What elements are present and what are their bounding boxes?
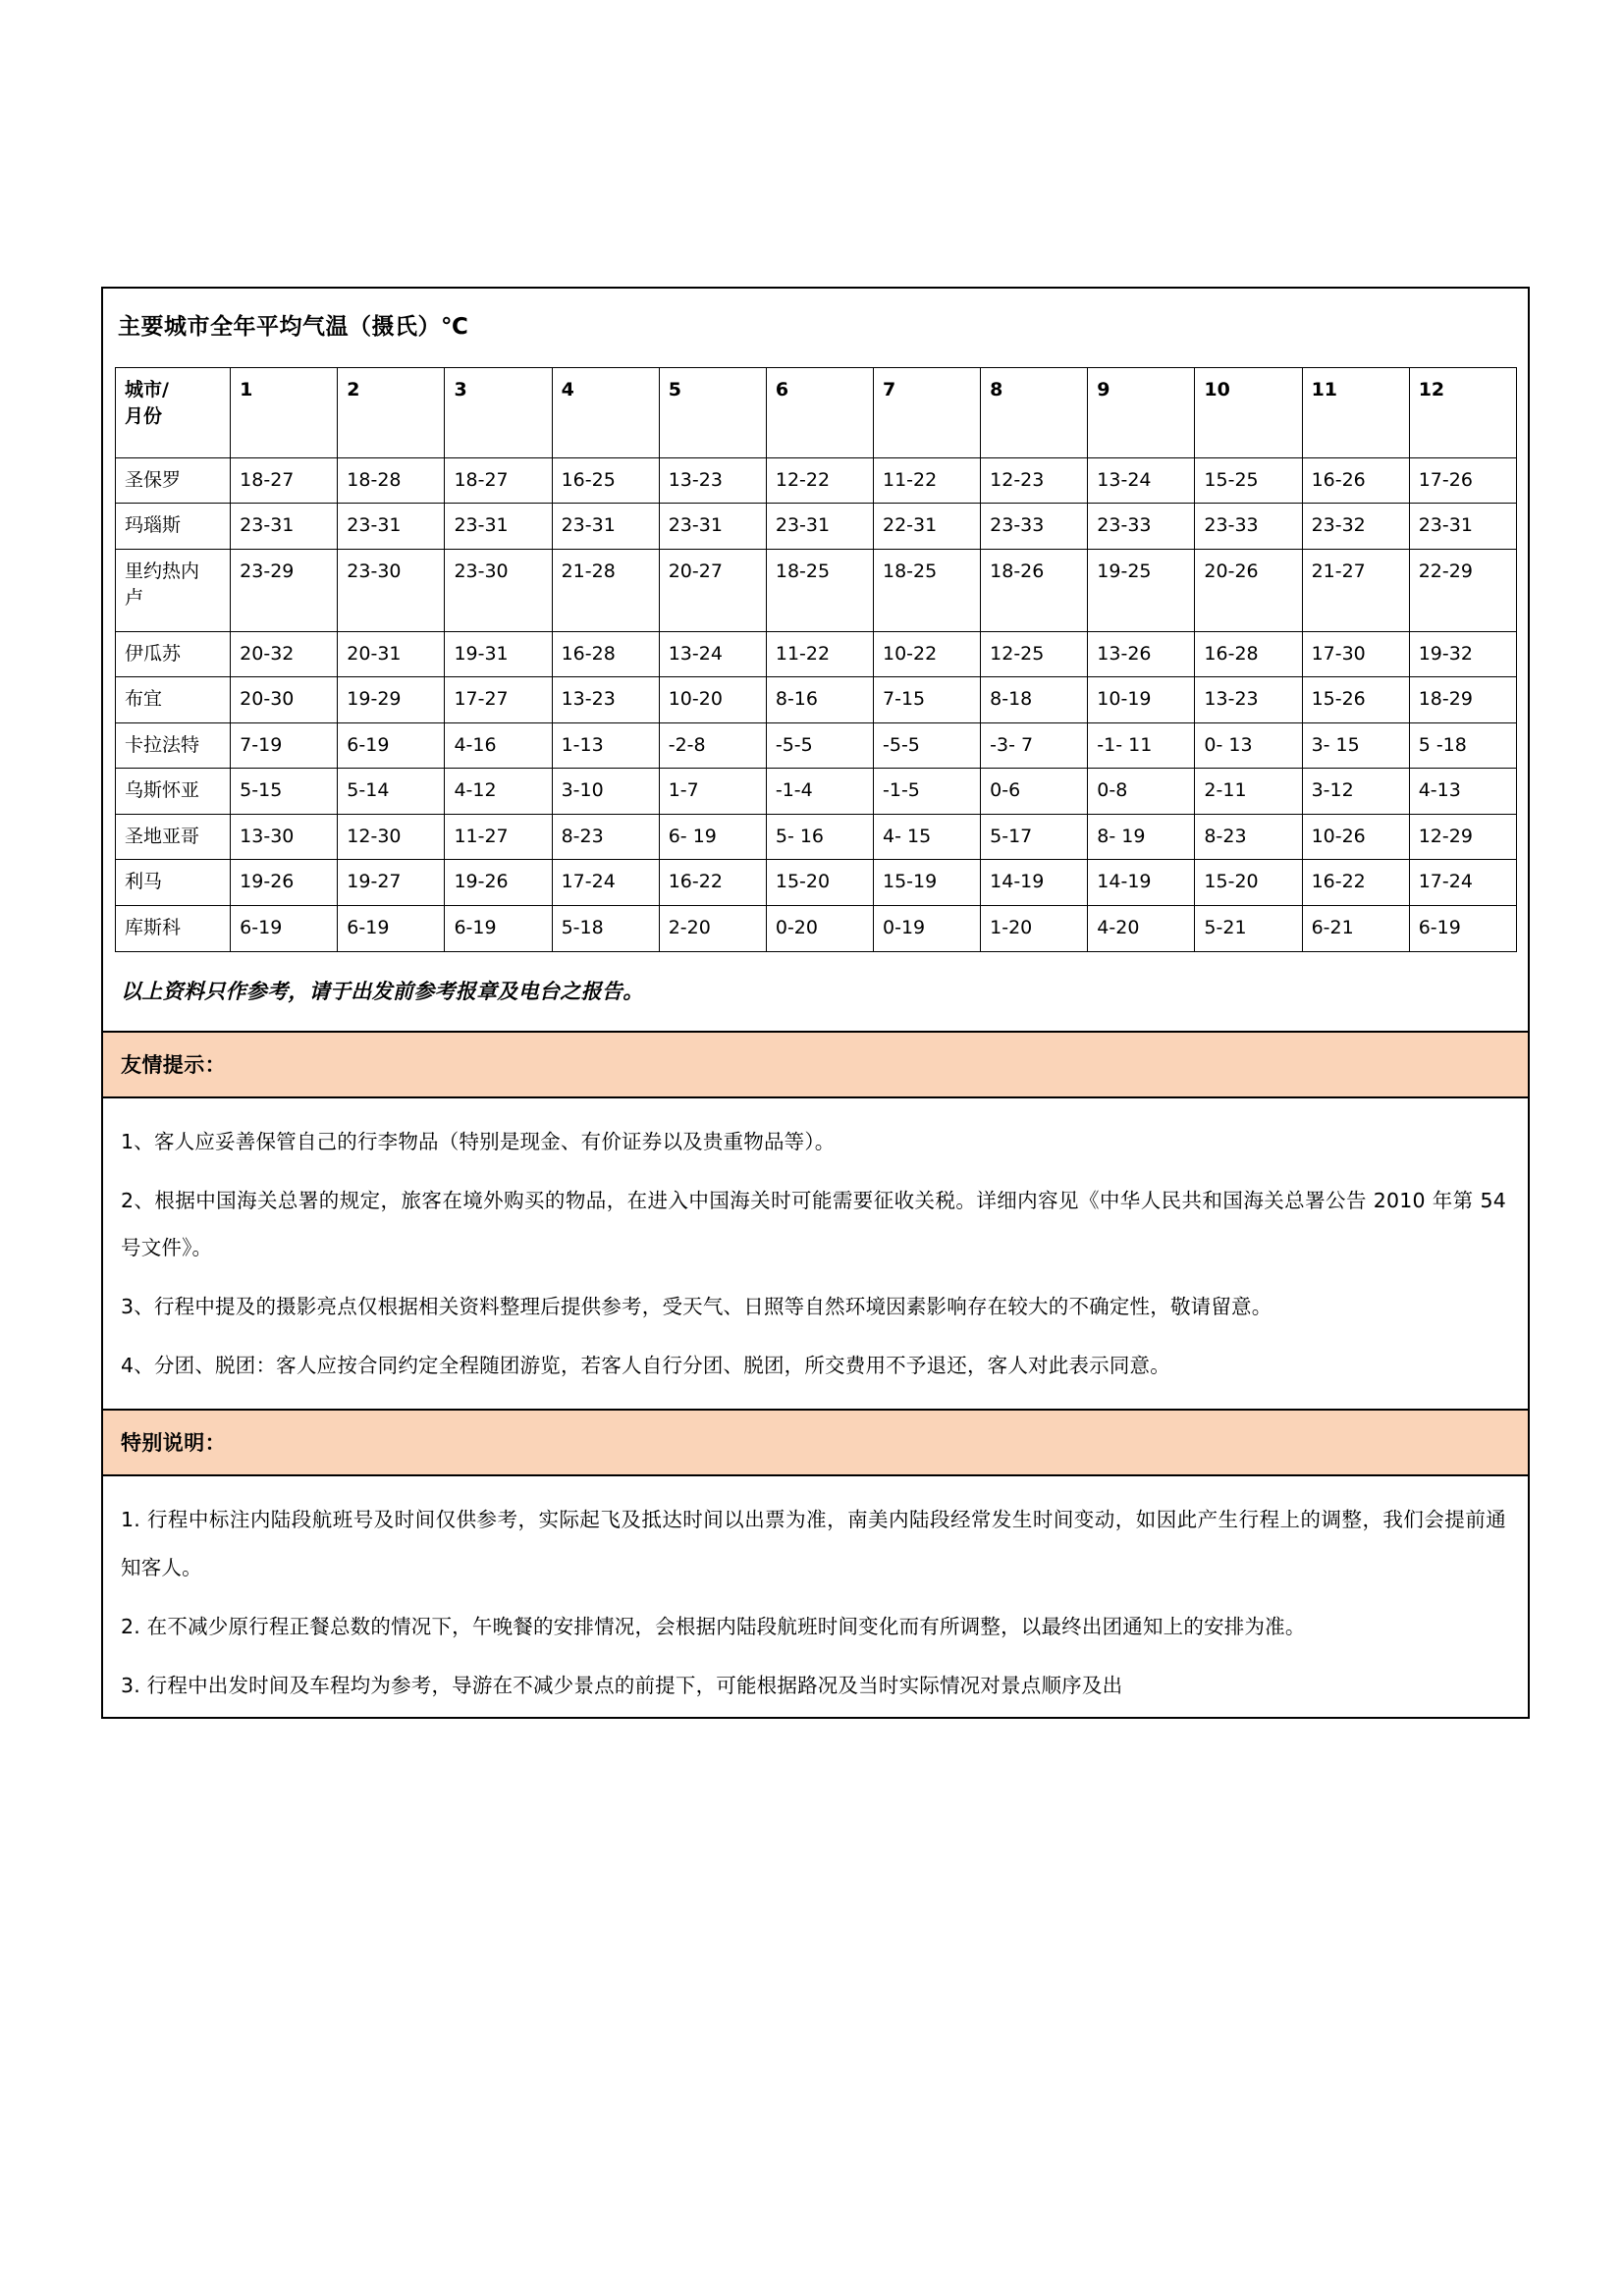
temperature-cell: 17-26 [1409, 457, 1516, 504]
temperature-cell: 11-27 [445, 814, 552, 860]
temperature-cell: 12-29 [1409, 814, 1516, 860]
temperature-cell: -1-5 [874, 769, 981, 815]
temperature-cell: 23-31 [445, 504, 552, 550]
temperature-cell: 10-22 [874, 631, 981, 677]
table-row [116, 631, 1517, 677]
temperature-cell: 23-33 [1088, 504, 1195, 550]
table-row [116, 769, 1517, 815]
temperature-cell: 22-29 [1409, 549, 1516, 631]
city-header-line1: 城市/ [125, 378, 169, 400]
column-header-month-1: 1 [231, 367, 338, 457]
temperature-cell: 4-13 [1409, 769, 1516, 815]
temperature-cell: 20-32 [231, 631, 338, 677]
city-name-line: 圣地亚哥 [125, 825, 200, 847]
temperature-cell: 5-14 [338, 769, 445, 815]
temperature-cell: 20-27 [659, 549, 766, 631]
temperature-cell: 23-30 [338, 549, 445, 631]
temperature-cell: 23-31 [552, 504, 659, 550]
temperature-cell: 5 -18 [1409, 722, 1516, 769]
table-title-band [103, 289, 1528, 367]
temperature-cell: 23-29 [231, 549, 338, 631]
column-header-month-2: 2 [338, 367, 445, 457]
temperature-cell: 23-31 [1409, 504, 1516, 550]
temperature-cell: 1-20 [981, 905, 1088, 951]
city-name-cell [116, 722, 231, 769]
temperature-cell: 20-30 [231, 677, 338, 723]
temperature-cell: 4-20 [1088, 905, 1195, 951]
temperature-cell: 6-19 [231, 905, 338, 951]
special-notes-block [103, 1476, 1528, 1717]
temperature-cell: 1-13 [552, 722, 659, 769]
temperature-cell: 5-15 [231, 769, 338, 815]
temperature-cell: 23-31 [766, 504, 873, 550]
temperature-cell: 4-12 [445, 769, 552, 815]
temperature-cell: 16-28 [1195, 631, 1302, 677]
temperature-cell: 5-21 [1195, 905, 1302, 951]
temperature-cell: 17-24 [552, 860, 659, 906]
city-name-line: 库斯科 [125, 916, 182, 938]
column-header-month-9: 9 [1088, 367, 1195, 457]
temperature-cell: 16-25 [552, 457, 659, 504]
temperature-cell: 19-25 [1088, 549, 1195, 631]
city-name-line: 伊瓜苏 [125, 642, 182, 665]
temperature-cell: 19-32 [1409, 631, 1516, 677]
city-name-cell [116, 457, 231, 504]
temperature-table [115, 367, 1517, 952]
city-name-cell [116, 677, 231, 723]
temperature-cell: 8-18 [981, 677, 1088, 723]
temperature-cell: 10-26 [1302, 814, 1409, 860]
city-name-cell [116, 769, 231, 815]
city-name-cell [116, 504, 231, 550]
column-header-month-11: 11 [1302, 367, 1409, 457]
temperature-cell: 18-27 [445, 457, 552, 504]
temperature-cell: 18-26 [981, 549, 1088, 631]
city-name-cell [116, 814, 231, 860]
temperature-cell: 19-26 [445, 860, 552, 906]
temperature-cell: 18-25 [874, 549, 981, 631]
temperature-cell: 21-27 [1302, 549, 1409, 631]
temperature-cell: -1- 11 [1088, 722, 1195, 769]
temperature-cell: 15-20 [1195, 860, 1302, 906]
temperature-cell: 11-22 [766, 631, 873, 677]
temperature-cell: 6-19 [338, 905, 445, 951]
special-section-header: 特别说明： [103, 1409, 1528, 1476]
city-name-line: 玛瑙斯 [125, 514, 182, 537]
special-item: 1. 行程中标注内陆段航班号及时间仅供参考，实际起飞及抵达时间以出票为准，南美内陆段经常发生时间变动，如因此产生行程上的调整，我们会提前通知客人。 [121, 1508, 1506, 1579]
temperature-cell: -5-5 [874, 722, 981, 769]
column-header-month-8: 8 [981, 367, 1088, 457]
temperature-cell: 23-33 [981, 504, 1088, 550]
temperature-cell: 2-11 [1195, 769, 1302, 815]
temperature-cell: 13-30 [231, 814, 338, 860]
table-disclaimer: 以上资料只作参考，请于出发前参考报章及电台之报告。 [121, 979, 644, 1003]
temperature-cell: 14-19 [981, 860, 1088, 906]
temperature-table-container [103, 367, 1528, 952]
city-name-line: 圣保罗 [125, 468, 182, 491]
temperature-cell: 23-30 [445, 549, 552, 631]
city-name-cell [116, 905, 231, 951]
temperature-cell: 5- 16 [766, 814, 873, 860]
tips-item: 1、客人应妥善保管自己的行李物品（特别是现金、有价证券以及贵重物品等）。 [121, 1129, 836, 1153]
column-header-month-12: 12 [1409, 367, 1516, 457]
temperature-cell: 13-23 [1195, 677, 1302, 723]
temperature-cell: 0-20 [766, 905, 873, 951]
temperature-cell: -3- 7 [981, 722, 1088, 769]
temperature-cell: 15-19 [874, 860, 981, 906]
temperature-cell: 23-31 [338, 504, 445, 550]
special-item: 2. 在不减少原行程正餐总数的情况下，午晚餐的安排情况，会根据内陆段航班时间变化而有所调整，以最终出团通知上的安排为准。 [121, 1614, 1306, 1638]
temperature-cell: 16-26 [1302, 457, 1409, 504]
temperature-cell: 23-31 [231, 504, 338, 550]
temperature-cell: 5-18 [552, 905, 659, 951]
column-header-month-7: 7 [874, 367, 981, 457]
tips-item: 3、行程中提及的摄影亮点仅根据相关资料整理后提供参考，受天气、日照等自然环境因素影响存在较大的不确定性，敬请留意。 [121, 1295, 1272, 1319]
column-header-month-4: 4 [552, 367, 659, 457]
temperature-cell: 20-31 [338, 631, 445, 677]
temperature-cell: 12-22 [766, 457, 873, 504]
tips-item: 2、根据中国海关总署的规定，旅客在境外购买的物品，在进入中国海关时可能需要征收关税。详细内容见《中华人民共和国海关总署公告 2010 年第 54 号文件》。 [121, 1188, 1506, 1259]
column-header-city [116, 367, 231, 457]
table-header-row [116, 367, 1517, 457]
temperature-cell: 22-31 [874, 504, 981, 550]
city-name-line: 卡拉法特 [125, 733, 200, 756]
city-name-line: 里约热内 [125, 560, 200, 582]
temperature-cell: 12-25 [981, 631, 1088, 677]
temperature-cell: 6-19 [338, 722, 445, 769]
temperature-cell: 10-20 [659, 677, 766, 723]
temperature-cell: 12-23 [981, 457, 1088, 504]
temperature-cell: 13-23 [552, 677, 659, 723]
table-row [116, 814, 1517, 860]
temperature-cell: 17-30 [1302, 631, 1409, 677]
temperature-cell: 6- 19 [659, 814, 766, 860]
temperature-cell: 4- 15 [874, 814, 981, 860]
temperature-cell: 19-27 [338, 860, 445, 906]
city-name-cell [116, 549, 231, 631]
temperature-cell: 3-12 [1302, 769, 1409, 815]
table-row [116, 504, 1517, 550]
table-row [116, 549, 1517, 631]
city-name-cell [116, 631, 231, 677]
temperature-cell: 8- 19 [1088, 814, 1195, 860]
temperature-cell: 14-19 [1088, 860, 1195, 906]
temperature-cell: 17-24 [1409, 860, 1516, 906]
temperature-cell: 19-31 [445, 631, 552, 677]
temperature-cell: 23-32 [1302, 504, 1409, 550]
column-header-month-3: 3 [445, 367, 552, 457]
tips-item: 4、分团、脱团：客人应按合同约定全程随团游览，若客人自行分团、脱团，所交费用不予退还，客人对此表示同意。 [121, 1354, 1170, 1378]
city-name-line: 布宜 [125, 688, 163, 711]
temperature-cell: 7-15 [874, 677, 981, 723]
table-row [116, 860, 1517, 906]
temperature-cell: 0-8 [1088, 769, 1195, 815]
city-header-line2: 月份 [125, 405, 163, 428]
temperature-cell: 11-22 [874, 457, 981, 504]
temperature-cell: -1-4 [766, 769, 873, 815]
tips-notes-block [103, 1098, 1528, 1410]
temperature-cell: 18-29 [1409, 677, 1516, 723]
city-name-line: 卢 [125, 587, 144, 610]
temperature-cell: 3-10 [552, 769, 659, 815]
temperature-cell: 15-20 [766, 860, 873, 906]
temperature-cell: 3- 15 [1302, 722, 1409, 769]
table-row [116, 457, 1517, 504]
city-name-line: 乌斯怀亚 [125, 779, 200, 802]
temperature-cell: 8-16 [766, 677, 873, 723]
temperature-table-body [116, 457, 1517, 951]
temperature-cell: 18-27 [231, 457, 338, 504]
temperature-cell: 4-16 [445, 722, 552, 769]
temperature-cell: 21-28 [552, 549, 659, 631]
temperature-cell: 6-19 [445, 905, 552, 951]
temperature-cell: 13-24 [1088, 457, 1195, 504]
special-item: 3. 行程中出发时间及车程均为参考，导游在不减少景点的前提下，可能根据路况及当时实际情况对景点顺序及出 [121, 1673, 1123, 1697]
table-row [116, 677, 1517, 723]
temperature-cell: 8-23 [552, 814, 659, 860]
temperature-cell: 15-26 [1302, 677, 1409, 723]
tips-section-header: 友情提示： [103, 1031, 1528, 1098]
temperature-cell: 0-6 [981, 769, 1088, 815]
temperature-cell: 18-25 [766, 549, 873, 631]
document-frame [101, 287, 1530, 1719]
temperature-cell: 2-20 [659, 905, 766, 951]
table-row [116, 905, 1517, 951]
temperature-cell: 0-19 [874, 905, 981, 951]
temperature-cell: 16-22 [659, 860, 766, 906]
temperature-cell: 6-19 [1409, 905, 1516, 951]
temperature-cell: 8-23 [1195, 814, 1302, 860]
temperature-cell: -2-8 [659, 722, 766, 769]
temperature-cell: 13-26 [1088, 631, 1195, 677]
column-header-month-6: 6 [766, 367, 873, 457]
temperature-cell: 13-24 [659, 631, 766, 677]
temperature-cell: 19-26 [231, 860, 338, 906]
temperature-cell: 12-30 [338, 814, 445, 860]
temperature-cell: 10-19 [1088, 677, 1195, 723]
column-header-month-5: 5 [659, 367, 766, 457]
temperature-cell: 18-28 [338, 457, 445, 504]
temperature-cell: 7-19 [231, 722, 338, 769]
temperature-cell: 17-27 [445, 677, 552, 723]
temperature-cell: -5-5 [766, 722, 873, 769]
column-header-month-10: 10 [1195, 367, 1302, 457]
temperature-cell: 1-7 [659, 769, 766, 815]
temperature-cell: 23-31 [659, 504, 766, 550]
city-name-line: 利马 [125, 871, 163, 893]
temperature-cell: 19-29 [338, 677, 445, 723]
temperature-cell: 23-33 [1195, 504, 1302, 550]
temperature-cell: 20-26 [1195, 549, 1302, 631]
temperature-cell: 13-23 [659, 457, 766, 504]
table-row [116, 722, 1517, 769]
temperature-cell: 15-25 [1195, 457, 1302, 504]
temperature-cell: 0- 13 [1195, 722, 1302, 769]
temperature-cell: 16-22 [1302, 860, 1409, 906]
city-name-cell [116, 860, 231, 906]
temperature-cell: 5-17 [981, 814, 1088, 860]
temperature-cell: 6-21 [1302, 905, 1409, 951]
page-title: 主要城市全年平均气温（摄氏）℃ [118, 314, 469, 340]
temperature-cell: 16-28 [552, 631, 659, 677]
